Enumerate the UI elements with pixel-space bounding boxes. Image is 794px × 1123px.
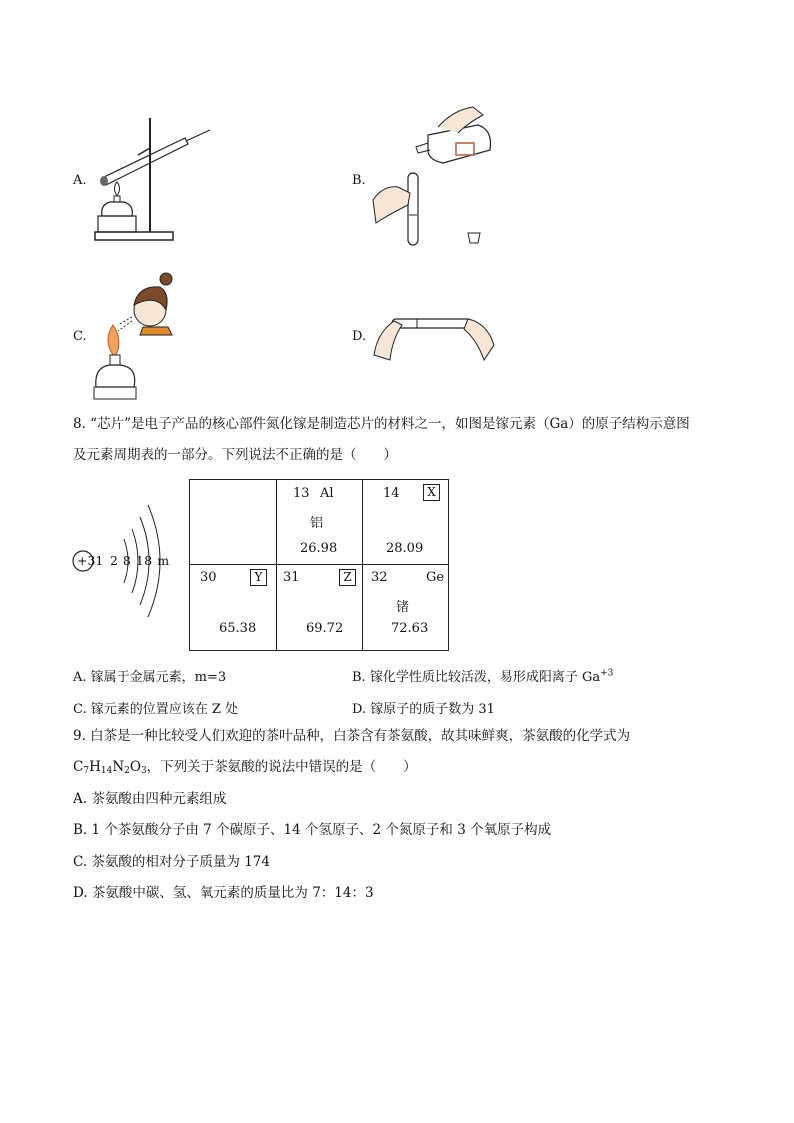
figure-c-label: C.: [73, 329, 87, 344]
cell-ge: [363, 565, 449, 650]
q8-option-b-text: B. 镓化学性质比较活泼，易形成阳离子 Ga: [352, 670, 601, 685]
cell-ge-number: 32: [371, 570, 388, 585]
cell-y-mass: 65.38: [219, 621, 257, 636]
q9-option-c: C. 茶氨酸的相对分子质量为 174: [73, 854, 270, 870]
cell-al-mass: 26.98: [300, 541, 338, 556]
figure-d-label: D.: [352, 329, 367, 344]
cell-z: [277, 565, 363, 650]
cell-al-symbol: Al: [320, 486, 334, 501]
cell-y-symbol-box: Y: [250, 569, 267, 586]
cell-y: [190, 565, 276, 650]
cell-z-mass: 69.72: [306, 621, 344, 636]
figure-a-label: A.: [73, 173, 87, 188]
cell-z-symbol-box: Z: [339, 569, 356, 586]
q9-option-d: D. 茶氨酸中碳、氢、氧元素的质量比为 7：14：3: [73, 885, 374, 901]
figure-c-blowing-lamp: [88, 265, 188, 405]
q8-option-b-charge: +3: [600, 668, 614, 679]
periodic-table-fragment: [189, 479, 449, 651]
q9-option-a: A. 茶氨酸由四种元素组成: [73, 791, 227, 807]
cell-ge-mass: 72.63: [391, 621, 429, 636]
q8-option-d: D. 镓原子的质子数为 31: [352, 702, 495, 717]
figure-a-heating-apparatus: [90, 110, 215, 245]
atom-nucleus: +31: [77, 553, 104, 568]
q8-option-c: C. 镓元素的位置应该在 Z 处: [73, 702, 239, 717]
q9-text-line2-rest: ，下列关于茶氨酸的说法中错误的是（ ）: [146, 759, 417, 775]
cell-al-number: 13: [293, 486, 310, 501]
q8-option-b: [352, 666, 613, 685]
cell-x-mass: 28.09: [386, 541, 424, 556]
cell-z-number: 31: [283, 570, 300, 585]
figure-b-pouring-liquid: [368, 105, 498, 255]
q9-text-line2: [73, 752, 733, 786]
cell-y-number: 30: [200, 570, 217, 585]
cell-al: [277, 480, 363, 565]
cell-x-number: 14: [383, 486, 400, 501]
figure-b-label: B.: [352, 173, 366, 188]
cell-al-name: 铝: [310, 516, 324, 531]
cell-x: [363, 480, 449, 565]
cell-ge-name: 锗: [396, 600, 410, 615]
q8-text-line2: 及元素周期表的一部分。下列说法不正确的是（ ）: [73, 447, 397, 463]
q9-option-b: B. 1 个茶氨酸分子由 7 个碳原子、14 个氢原子、2 个氮原子和 3 个氧原子构成: [73, 822, 552, 838]
figure-d-shaking-tube: [372, 305, 497, 365]
q9-formula: $C_7H_{14}N_2O_3$: [73, 759, 147, 776]
cell-x-symbol-box: X: [423, 484, 440, 501]
q8-option-a: A. 镓属于金属元素，m=3: [73, 670, 227, 685]
q9-text-line1: 9. 白茶是一种比较受人们欢迎的茶叶品种，白茶含有茶氨酸，故其味鲜爽，茶氨酸的化学式为: [73, 728, 631, 744]
cell-ge-symbol: Ge: [426, 570, 445, 585]
q8-text-line1: 8. “芯片”是电子产品的核心部件氮化镓是制造芯片的材料之一，如图是镓元素（Ga）的原子结构示意图: [73, 416, 690, 432]
atom-shells: 2 8 18 m: [110, 553, 170, 568]
